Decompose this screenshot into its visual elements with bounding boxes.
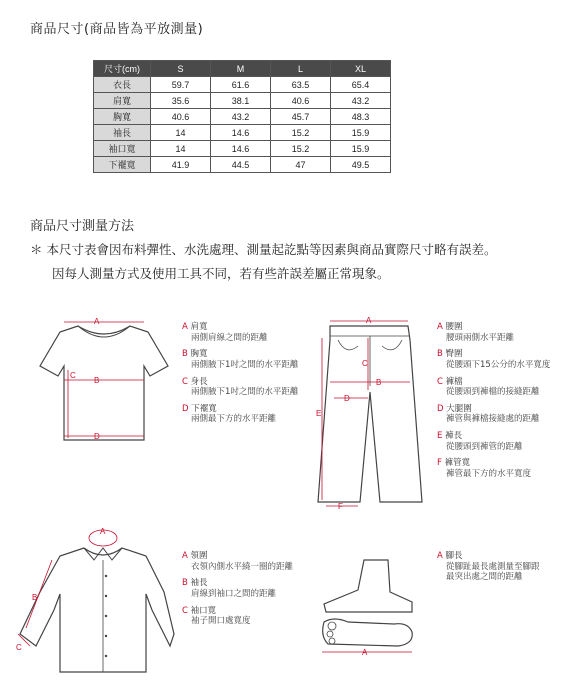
legend-item — [182, 404, 298, 425]
note-line-2: 因每人測量方式及使用工具不同，若有些許誤差屬正常現象。 — [52, 266, 390, 281]
table-row — [94, 109, 391, 125]
legend-desc: 褲管最下方的水平寬度 — [446, 468, 532, 479]
pants-label-f: F — [338, 502, 343, 511]
table-cell: 45.7 — [271, 109, 331, 125]
table-cell: 40.6 — [271, 93, 331, 109]
table-cell: 14 — [151, 125, 211, 141]
table-cell: 15.2 — [271, 125, 331, 141]
legend-item — [182, 578, 293, 599]
row-header: 胸寬 — [94, 109, 151, 125]
row-header: 袖長 — [94, 125, 151, 141]
row-header: 肩寬 — [94, 93, 151, 109]
size-table — [93, 60, 391, 173]
table-cell: 59.7 — [151, 77, 211, 93]
legend-name: 袖長 — [190, 578, 208, 589]
pants-label-a: A — [366, 316, 372, 325]
legend-desc: 從腰頭到褲管的距離 — [446, 441, 523, 452]
table-cell: 49.5 — [331, 157, 391, 173]
legend-key: C — [182, 376, 188, 387]
table-cell: 65.4 — [331, 77, 391, 93]
legend-name: 領圍 — [190, 551, 208, 561]
tshirt-label-d: D — [94, 432, 100, 441]
table-row — [94, 93, 391, 109]
row-header: 下襬寬 — [94, 157, 151, 173]
table-cell: 14.6 — [211, 125, 271, 141]
legend-key: C — [437, 376, 443, 387]
legend-key: D — [437, 403, 444, 414]
legend-name: 身長 — [190, 376, 208, 387]
method-title: 商品尺寸測量方法 — [30, 219, 135, 234]
pants-legend — [437, 322, 550, 486]
pants-label-e: E — [316, 409, 322, 418]
legend-name: 褲檔 — [445, 376, 463, 387]
column-header: XL — [331, 61, 391, 77]
legend-desc: 肩線到袖口之間的距離 — [191, 588, 277, 599]
row-header: 袖口寬 — [94, 141, 151, 157]
legend-key: B — [437, 349, 443, 360]
table-cell: 63.5 — [271, 77, 331, 93]
table-cell: 43.2 — [331, 93, 391, 109]
tshirt-label-a: A — [94, 317, 100, 326]
legend-item — [437, 458, 550, 479]
legend-item — [182, 377, 298, 398]
legend-name: 下襬寬 — [191, 403, 217, 414]
legend-desc: 袖子開口處寬度 — [191, 616, 251, 627]
legend-key: B — [182, 349, 188, 360]
legend-item — [437, 377, 550, 398]
legend-desc: 從腳趾最長處測量至腳跟 — [446, 561, 540, 572]
shirt-label-c: C — [16, 643, 22, 652]
table-row — [94, 125, 391, 141]
page-title: 商品尺寸(商品皆為平放測量) — [30, 22, 204, 37]
table-corner-cell: 尺寸(cm) — [94, 61, 151, 77]
table-row — [94, 77, 391, 93]
table-cell: 35.6 — [151, 93, 211, 109]
foot-legend — [437, 551, 540, 589]
tshirt-label-b: B — [94, 376, 100, 385]
shirt-illustration — [14, 522, 174, 682]
column-header: S — [151, 61, 211, 77]
table-row — [94, 141, 391, 157]
legend-name: 褲長 — [445, 431, 463, 441]
legend-desc: 兩側最下方的水平距離 — [191, 414, 277, 425]
pants-label-b: B — [376, 378, 382, 387]
legend-key: D — [182, 403, 189, 414]
table-cell: 15.9 — [331, 141, 391, 157]
column-header: M — [211, 61, 271, 77]
legend-item — [182, 349, 298, 370]
legend-item — [182, 551, 293, 572]
legend-item — [437, 431, 550, 452]
legend-desc: 兩側肩線之間的距離 — [191, 332, 268, 343]
table-cell: 47 — [271, 157, 331, 173]
table-cell: 61.6 — [211, 77, 271, 93]
legend-name: 肩寬 — [190, 322, 208, 332]
table-cell: 43.2 — [211, 109, 271, 125]
legend-key: B — [182, 578, 188, 589]
table-header-row — [94, 61, 391, 77]
tshirt-label-c: C — [70, 371, 76, 380]
legend-name: 褲管寬 — [444, 458, 471, 469]
table-cell: 15.2 — [271, 141, 331, 157]
legend-item — [182, 606, 293, 627]
legend-item — [437, 349, 550, 370]
legend-key: A — [182, 322, 188, 332]
tshirt-legend — [182, 322, 298, 431]
table-cell: 40.6 — [151, 109, 211, 125]
table-cell: 14 — [151, 141, 211, 157]
table-cell: 44.5 — [211, 157, 271, 173]
legend-name: 臀圍 — [445, 349, 463, 360]
shirt-label-b: B — [32, 593, 38, 602]
legend-key: E — [437, 431, 443, 441]
legend-desc: 從腰頭到褲檔的接縫距離 — [446, 387, 540, 398]
foot-label-a: A — [362, 648, 368, 657]
tshirt-illustration — [38, 318, 170, 448]
legend-name: 腰圍 — [445, 322, 463, 332]
legend-desc: 兩側腋下1吋之間的水平距離 — [191, 387, 299, 398]
table-cell: 41.9 — [151, 157, 211, 173]
legend-desc: 褲管與褲檔接縫處的距離 — [446, 414, 540, 425]
legend-desc: 最突出處之間的距離 — [446, 572, 523, 583]
foot-illustration — [318, 556, 418, 668]
table-row — [94, 157, 391, 173]
shirt-legend — [182, 551, 293, 633]
legend-desc: 兩側腋下1吋之間的水平距離 — [191, 359, 299, 370]
legend-name: 大腿圍 — [446, 403, 472, 414]
shirt-label-a: A — [100, 527, 106, 536]
legend-name: 袖口寬 — [190, 605, 217, 616]
legend-key: C — [182, 605, 188, 616]
legend-desc: 衣領內側水平繞一圈的距離 — [191, 561, 294, 572]
legend-key: A — [437, 322, 443, 332]
row-header: 衣長 — [94, 77, 151, 93]
table-cell: 48.3 — [331, 109, 391, 125]
pants-illustration — [310, 316, 430, 512]
legend-name: 胸寬 — [190, 349, 208, 360]
legend-key: F — [437, 458, 442, 469]
legend-key: A — [437, 551, 443, 561]
legend-desc: 從腰頭下15公分的水平寬度 — [446, 359, 551, 370]
legend-desc: 腰頭兩側水平距離 — [446, 332, 515, 343]
pants-label-c: C — [362, 359, 368, 368]
table-cell: 14.6 — [211, 141, 271, 157]
column-header: L — [271, 61, 331, 77]
legend-key: A — [182, 551, 188, 561]
table-cell: 38.1 — [211, 93, 271, 109]
legend-name: 腳長 — [445, 551, 463, 561]
pants-label-d: D — [344, 394, 350, 403]
legend-item — [182, 322, 298, 343]
table-cell: 15.9 — [331, 125, 391, 141]
legend-item — [437, 551, 540, 583]
legend-item — [437, 404, 550, 425]
legend-item — [437, 322, 550, 343]
note-line-1: ＊ 本尺寸表會因布料彈性、水洗處理、測量起訖點等因素與商品實際尺寸略有誤差。 — [30, 242, 497, 257]
